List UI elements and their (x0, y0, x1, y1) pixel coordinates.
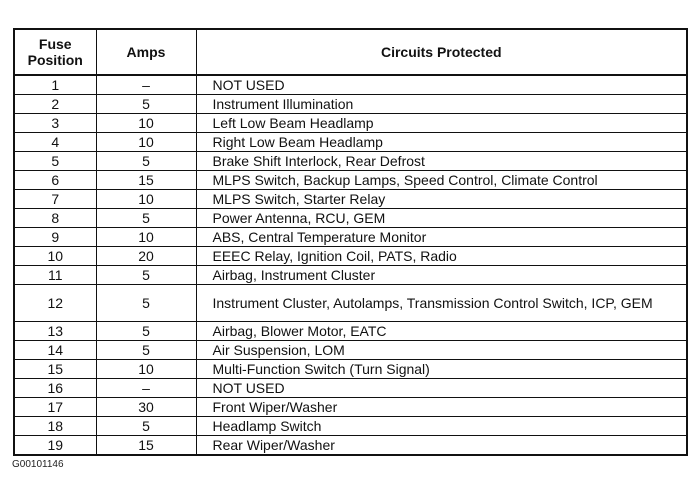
header-fuse-position-line1: Fuse (38, 36, 72, 52)
figure-id: G00101146 (12, 459, 64, 470)
table-row (14, 228, 687, 247)
cell-fuse-position: 19 (14, 436, 96, 456)
table-row (14, 379, 687, 398)
cell-circuits: Front Wiper/Washer (196, 398, 687, 417)
table-row (14, 190, 687, 209)
cell-fuse-position: 17 (14, 398, 96, 417)
cell-circuits: MLPS Switch, Backup Lamps, Speed Control, Climate Control (196, 171, 687, 190)
cell-circuits: Air Suspension, LOM (196, 341, 687, 360)
cell-fuse-position: 14 (14, 341, 96, 360)
cell-circuits: NOT USED (196, 75, 687, 95)
header-amps: Amps (96, 29, 196, 75)
cell-amps: 15 (96, 171, 196, 190)
cell-amps: 5 (96, 417, 196, 436)
table-row (14, 247, 687, 266)
cell-amps: 5 (96, 341, 196, 360)
cell-fuse-position: 8 (14, 209, 96, 228)
cell-amps: 10 (96, 114, 196, 133)
cell-amps: 10 (96, 190, 196, 209)
table-row (14, 436, 687, 456)
table-row (14, 209, 687, 228)
table-row (14, 171, 687, 190)
table-row (14, 75, 687, 95)
table-row (14, 398, 687, 417)
table-header (14, 29, 687, 75)
table-row (14, 341, 687, 360)
cell-fuse-position: 2 (14, 95, 96, 114)
fuse-table (13, 28, 688, 456)
table-row (14, 114, 687, 133)
cell-fuse-position: 1 (14, 75, 96, 95)
cell-fuse-position: 15 (14, 360, 96, 379)
header-fuse-position-line2: Position (27, 52, 83, 68)
cell-amps: 5 (96, 95, 196, 114)
cell-fuse-position: 4 (14, 133, 96, 152)
cell-circuits: Left Low Beam Headlamp (196, 114, 687, 133)
cell-amps: 15 (96, 436, 196, 456)
cell-fuse-position: 18 (14, 417, 96, 436)
table-body (14, 75, 687, 455)
table-row (14, 322, 687, 341)
cell-amps: 5 (96, 209, 196, 228)
cell-circuits: Airbag, Blower Motor, EATC (196, 322, 687, 341)
table-row (14, 95, 687, 114)
header-circuits-protected: Circuits Protected (196, 29, 687, 75)
cell-circuits: Instrument Illumination (196, 95, 687, 114)
cell-amps: 5 (96, 266, 196, 285)
cell-amps: 5 (96, 322, 196, 341)
cell-amps: 20 (96, 247, 196, 266)
cell-circuits: Brake Shift Interlock, Rear Defrost (196, 152, 687, 171)
cell-circuits: Headlamp Switch (196, 417, 687, 436)
table-row (14, 152, 687, 171)
cell-fuse-position: 16 (14, 379, 96, 398)
cell-amps: 10 (96, 228, 196, 247)
cell-circuits: NOT USED (196, 379, 687, 398)
cell-fuse-position: 10 (14, 247, 96, 266)
table-row (14, 417, 687, 436)
cell-circuits: Airbag, Instrument Cluster (196, 266, 687, 285)
cell-fuse-position: 7 (14, 190, 96, 209)
cell-fuse-position: 13 (14, 322, 96, 341)
cell-circuits: Power Antenna, RCU, GEM (196, 209, 687, 228)
table-row (14, 285, 687, 322)
table-row (14, 266, 687, 285)
cell-circuits: EEEC Relay, Ignition Coil, PATS, Radio (196, 247, 687, 266)
cell-circuits: ABS, Central Temperature Monitor (196, 228, 687, 247)
cell-amps: – (96, 379, 196, 398)
cell-fuse-position: 3 (14, 114, 96, 133)
table-row (14, 360, 687, 379)
cell-circuits: MLPS Switch, Starter Relay (196, 190, 687, 209)
header-fuse-position (14, 29, 96, 75)
cell-fuse-position: 6 (14, 171, 96, 190)
table-row (14, 133, 687, 152)
cell-amps: 30 (96, 398, 196, 417)
cell-circuits: Instrument Cluster, Autolamps, Transmission Control Switch, ICP, GEM (196, 285, 687, 322)
cell-amps: 5 (96, 152, 196, 171)
cell-fuse-position: 9 (14, 228, 96, 247)
cell-amps: 5 (96, 285, 196, 322)
cell-circuits: Multi-Function Switch (Turn Signal) (196, 360, 687, 379)
cell-amps: 10 (96, 360, 196, 379)
cell-circuits: Right Low Beam Headlamp (196, 133, 687, 152)
cell-amps: 10 (96, 133, 196, 152)
cell-fuse-position: 5 (14, 152, 96, 171)
cell-fuse-position: 11 (14, 266, 96, 285)
cell-amps: – (96, 75, 196, 95)
cell-circuits: Rear Wiper/Washer (196, 436, 687, 456)
header-row (14, 29, 687, 75)
cell-fuse-position: 12 (14, 285, 96, 322)
